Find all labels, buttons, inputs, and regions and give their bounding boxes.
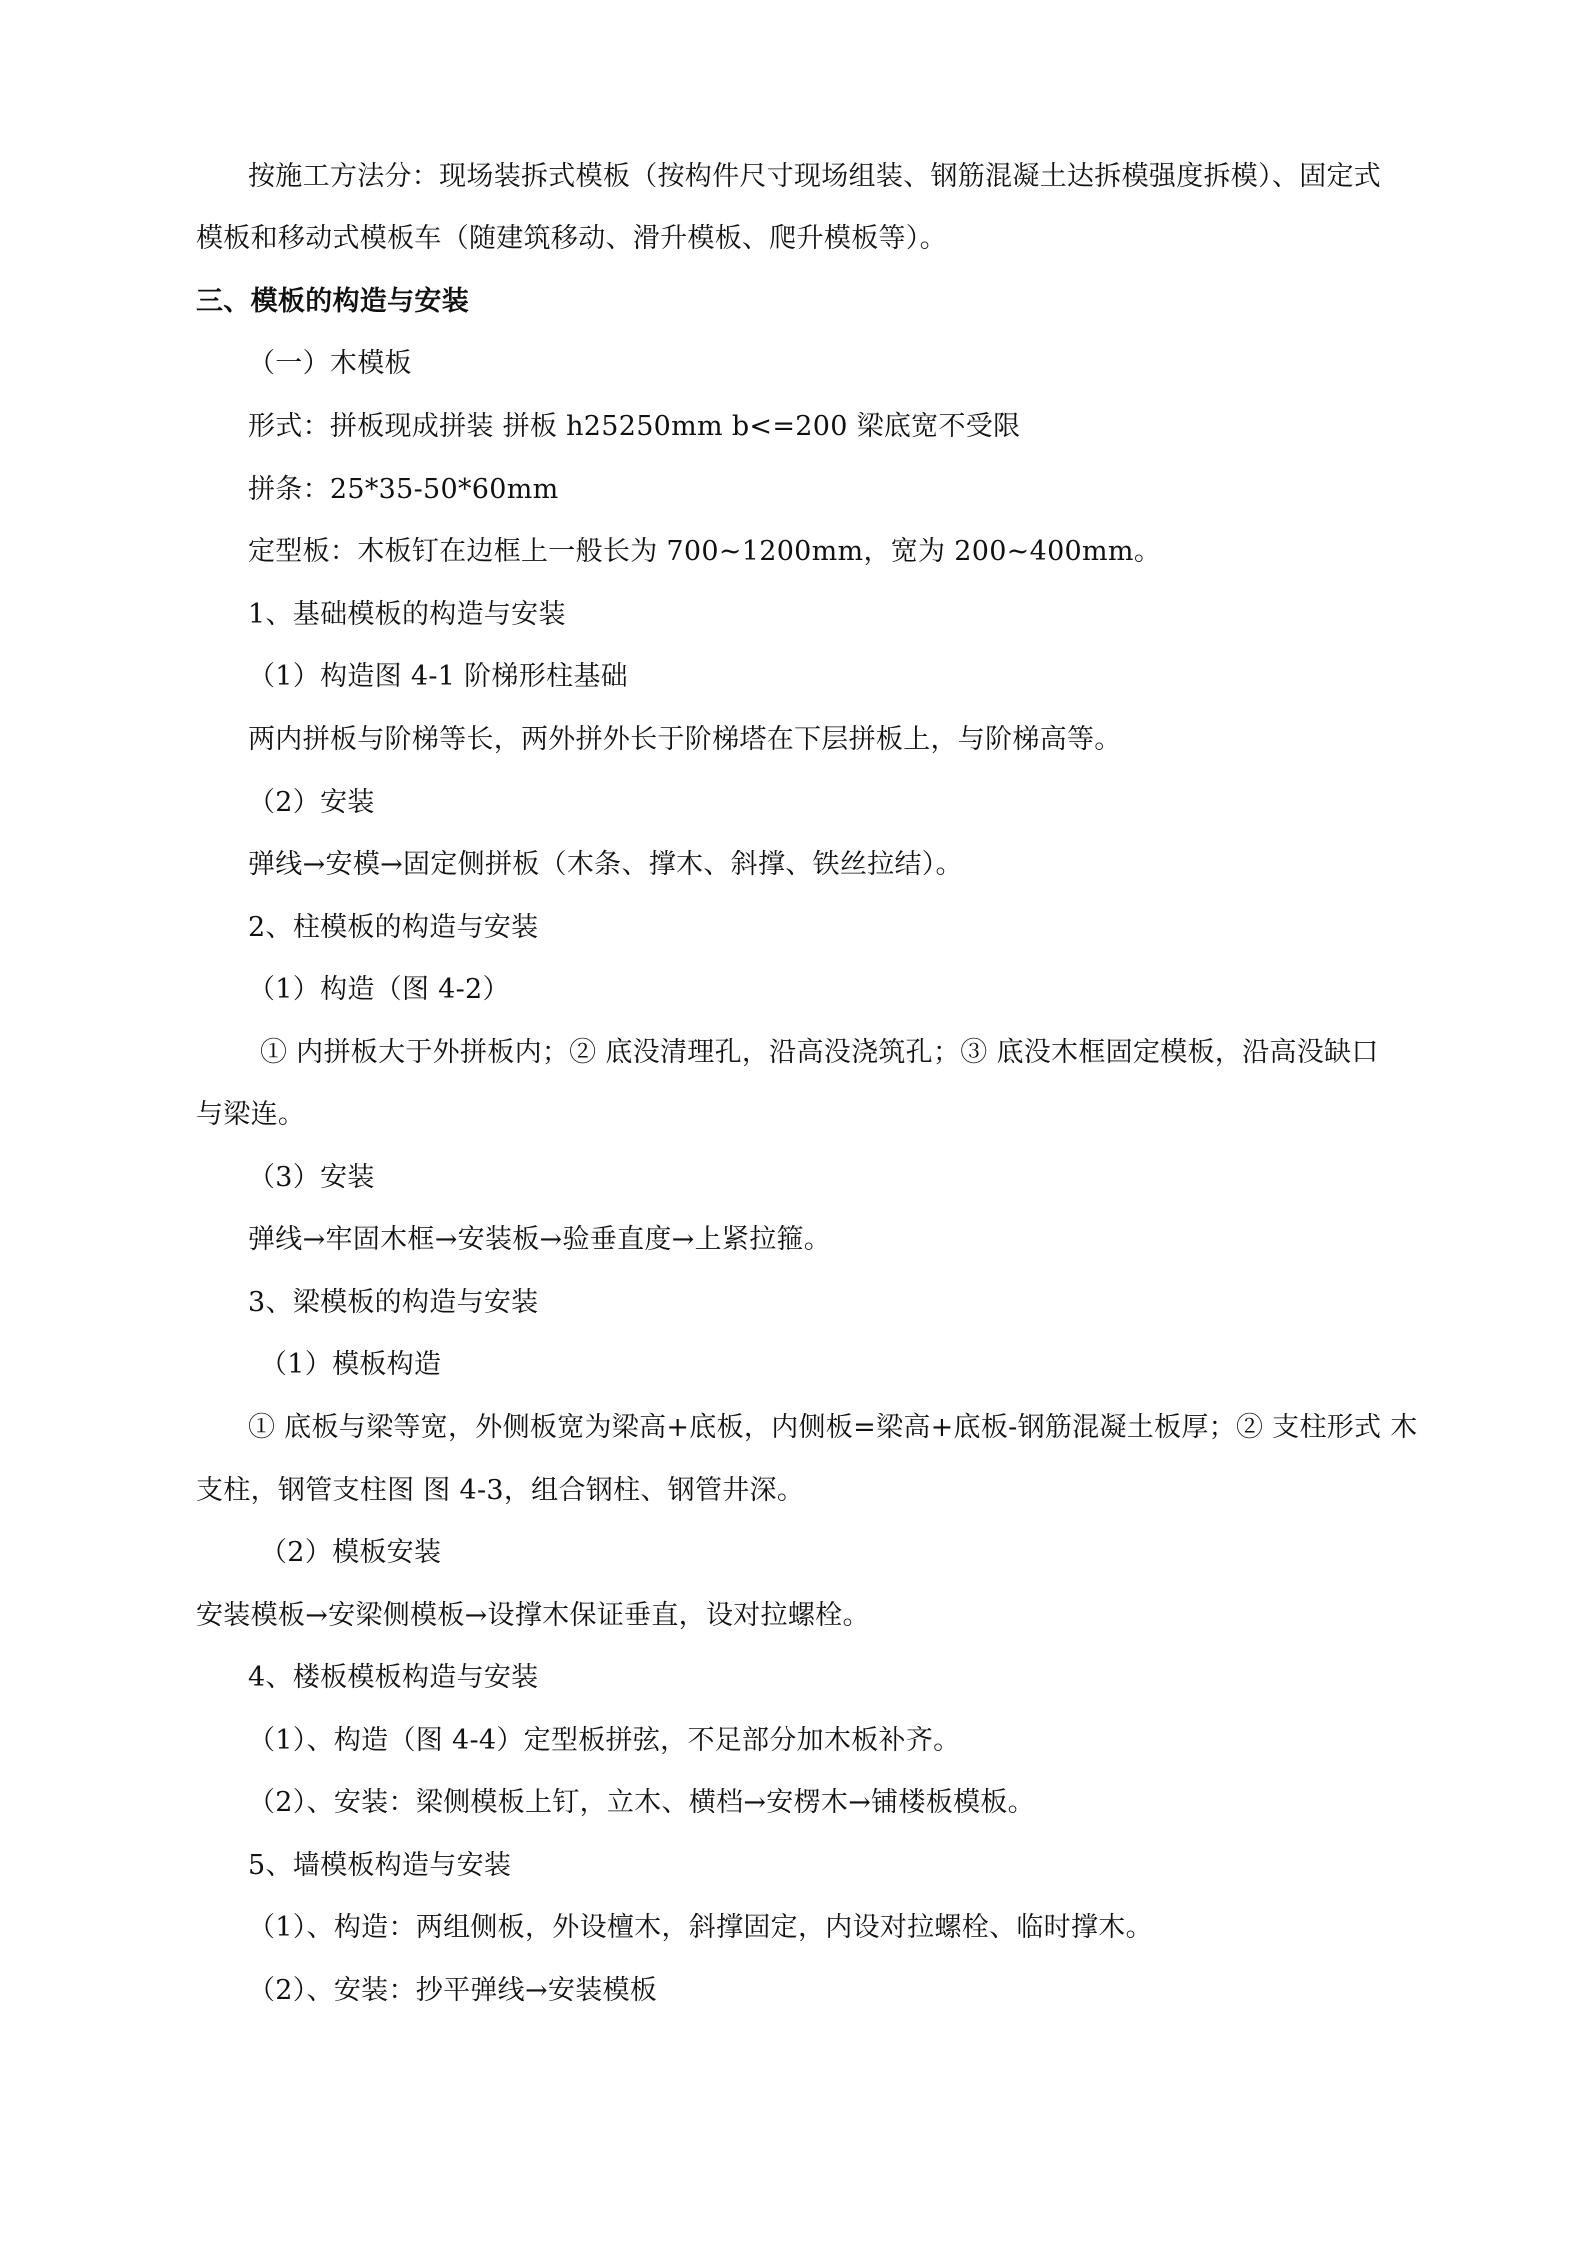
item-floor-structure: （1）、构造（图 4-4）定型板拼弦，不足部分加木板补齐。 [248,1725,961,1756]
item-wall-structure: （1）、构造：两组侧板，外设檀木，斜撑固定，内设对拉螺栓、临时撑木。 [248,1912,1153,1943]
section-heading-formwork: 三、模板的构造与安装 [196,286,469,317]
paragraph-construction-method-line-1: 按施工方法分：现场装拆式模板（按构件尺寸现场组装、钢筋混凝土达拆模强度拆模）、固定式 [248,161,1382,192]
paragraph-construction-method-line-2: 模板和移动式模板车（随建筑移动、滑升模板、爬升模板等）。 [196,223,947,254]
heading-wall-formwork: 5、墙模板构造与安装 [248,1850,512,1881]
paragraph-column-structure-line-1: ① 内拼板大于外拼板内；② 底没清理孔，沿高没浇筑孔；③ 底没木框固定模板，沿高没缺口 [260,1037,1379,1068]
item-wall-install: （2）、安装：抄平弹线→安装模板 [248,1975,658,2006]
paragraph-foundation-boards: 两内拼板与阶梯等长，两外拼外长于阶梯塔在下层拼板上，与阶梯高等。 [248,724,1122,755]
item-foundation-install: （2）安装 [248,787,375,818]
paragraph-beam-install-steps: 安装模板→安梁侧模板→设撑木保证垂直，设对拉螺栓。 [196,1600,870,1631]
item-floor-install: （2）、安装：梁侧模板上钉，立木、横档→安楞木→铺楼板模板。 [248,1787,1035,1818]
paragraph-beam-structure-line-1: ① 底板与梁等宽，外侧板宽为梁高+底板，内侧板=梁高+底板-钢筋混凝土板厚；② 支柱形式 木 [248,1412,1418,1443]
heading-foundation-formwork: 1、基础模板的构造与安装 [248,599,566,630]
item-foundation-structure: （1）构造图 4-1 阶梯形柱基础 [248,661,628,692]
item-beam-structure: （1）模板构造 [260,1349,442,1380]
item-beam-install: （2）模板安装 [260,1537,442,1568]
item-column-install: （3）安装 [248,1162,375,1193]
item-column-structure: （1）构造（图 4-2） [248,974,510,1005]
paragraph-column-structure-line-2: 与梁连。 [196,1099,306,1130]
paragraph-shaped-board: 定型板：木板钉在边框上一般长为 700~1200mm，宽为 200~400mm。 [248,536,1162,567]
heading-column-formwork: 2、柱模板的构造与安装 [248,912,539,943]
subsection-heading-wood-formwork: （一）木模板 [248,348,412,379]
paragraph-beam-structure-line-2: 支柱，钢管支柱图 图 4-3，组合钢柱、钢管井深。 [196,1475,805,1506]
heading-beam-formwork: 3、梁模板的构造与安装 [248,1287,539,1318]
heading-floor-formwork: 4、楼板模板构造与安装 [248,1662,539,1693]
paragraph-column-install-steps: 弹线→牢固木框→安装板→验垂直度→上紧拉箍。 [248,1224,832,1255]
paragraph-strip: 拼条：25*35-50*60mm [248,474,559,505]
paragraph-foundation-install-steps: 弹线→安模→固定侧拼板（木条、撑木、斜撑、铁丝拉结）。 [248,849,963,880]
paragraph-form: 形式：拼板现成拼装 拼板 h25250mm b<=200 梁底宽不受限 [248,411,1021,442]
